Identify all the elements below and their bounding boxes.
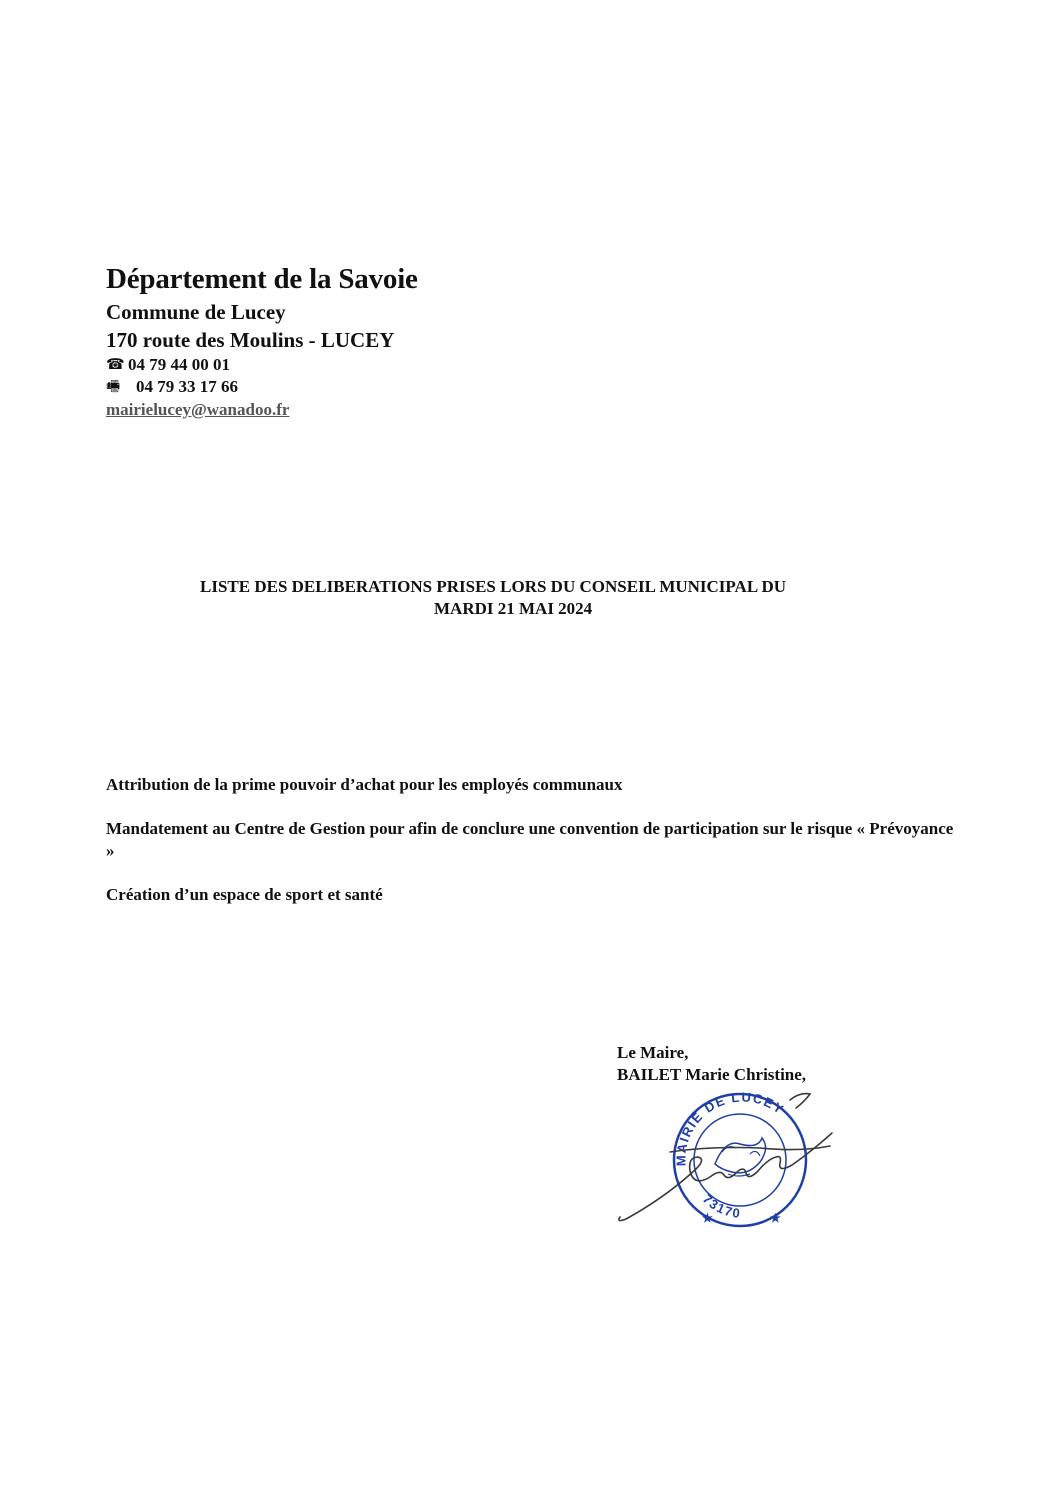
letterhead [106,260,418,422]
town-hall-stamp [610,1082,870,1257]
stamp-text-top-path: MAIRIE DE LUCEY [673,1089,788,1167]
stamp-text-bottom-path: 73170 [699,1191,743,1222]
deliberation-item: Mandatement au Centre de Gestion pour afin de conclure une convention de participation sur le risque « Prévoyance » [106,819,954,860]
deliberation-item: Attribution de la prime pouvoir d’achat pour les employés communaux [106,775,623,794]
signature-block [617,1042,806,1086]
deliberations-list [106,774,966,906]
document-title [200,576,940,620]
title-line-1: LISTE DES DELIBERATIONS PRISES LORS DU CONSEIL MUNICIPAL DU [200,577,787,596]
commune-name: Commune de Lucey [106,300,286,324]
fax-icon: 🖷 [106,379,121,395]
phone-line [106,354,418,376]
star-icon: ★ [702,1211,713,1225]
phone-icon: ☎ [106,357,125,373]
fax-number: 04 79 33 17 66 [136,377,238,396]
star-icon: ★ [770,1211,781,1225]
signatory-name: BAILET Marie Christine, [617,1065,807,1084]
signatory-role: Le Maire, [617,1043,689,1062]
town-hall-address: 170 route des Moulins - LUCEY [106,328,395,352]
email-link[interactable]: mairielucey@wanadoo.fr [106,400,290,419]
svg-text:MAIRIE DE LUCEY [673,1089,787,1166]
fax-line [106,376,418,398]
handwritten-signature [619,1094,832,1221]
deliberation-item: Création d’un espace de sport et santé [106,885,383,904]
phone-number: 04 79 44 00 01 [128,355,230,374]
department-title: Département de la Savoie [106,263,418,295]
title-line-2: MARDI 21 MAI 2024 [434,599,593,618]
